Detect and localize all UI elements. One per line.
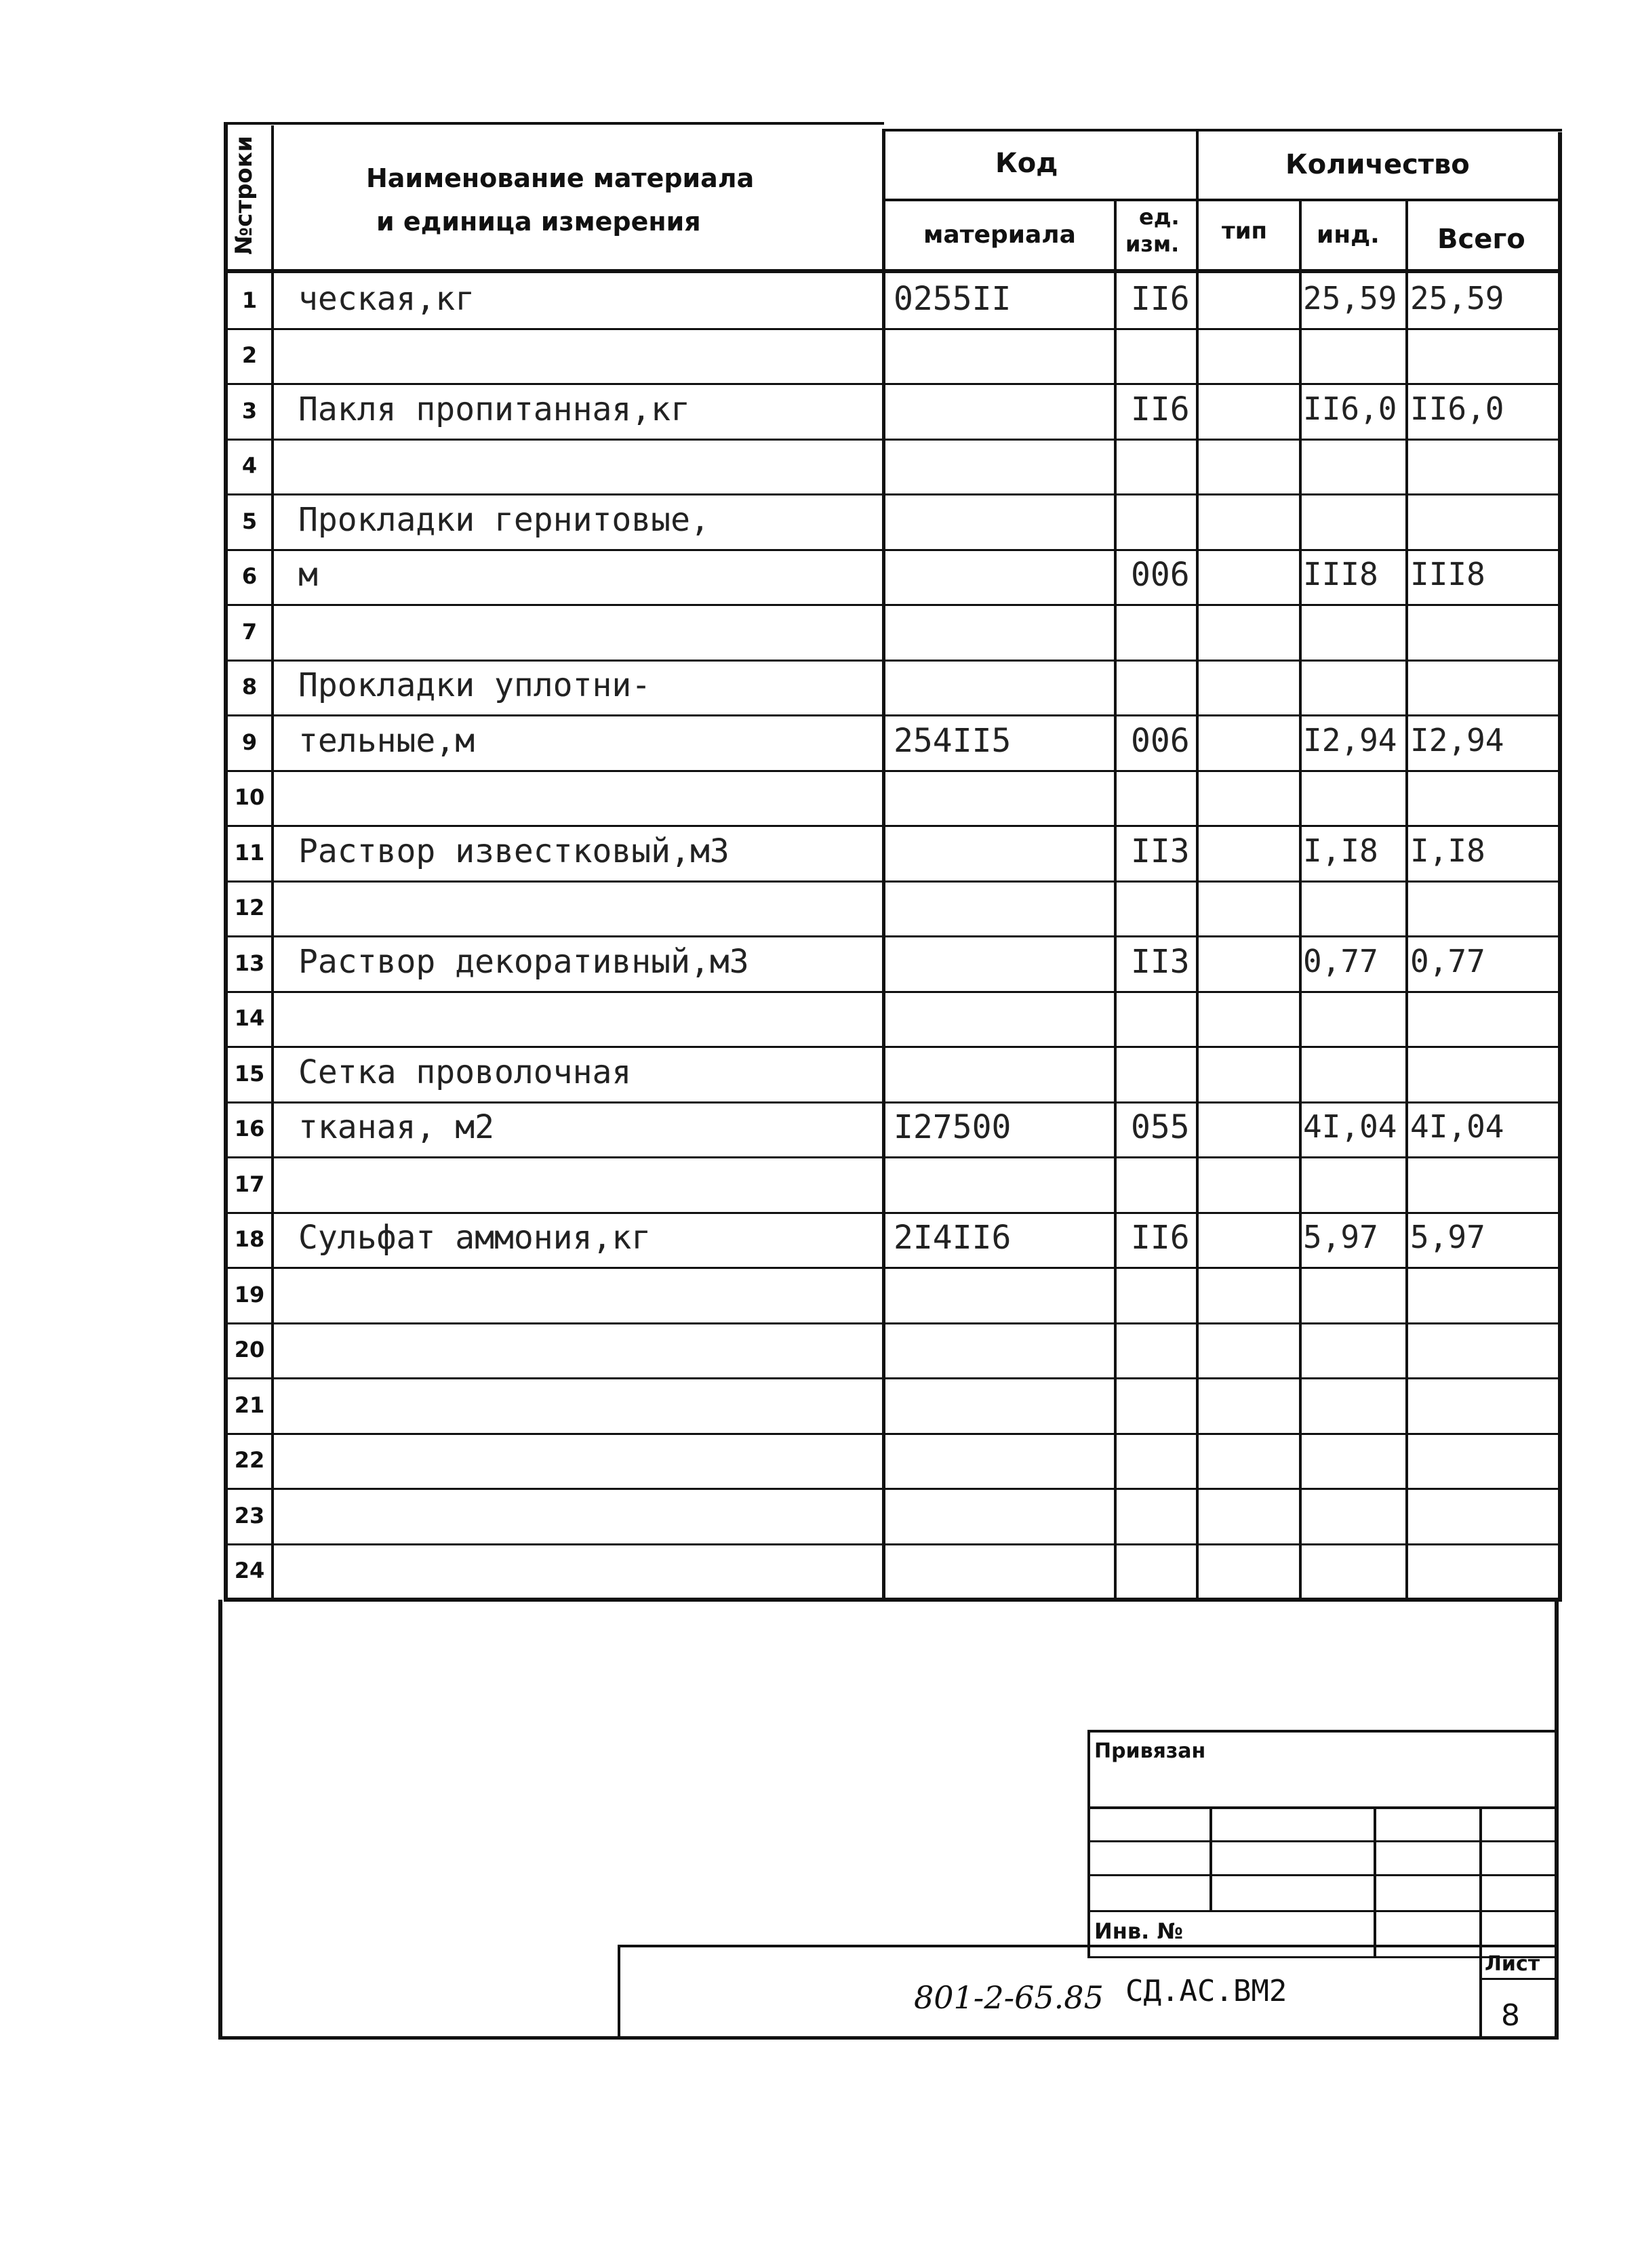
name-cell: Пакля пропитанная,кг: [298, 390, 690, 428]
row-divider: [224, 1101, 1562, 1103]
ind-header: инд.: [1317, 221, 1380, 249]
ind-qty-cell: 4I,04: [1303, 1108, 1397, 1145]
row-divider: [224, 1543, 1562, 1545]
name-cell: м: [298, 556, 318, 594]
total-qty-cell: 0,77: [1410, 943, 1485, 979]
row-number: 13: [234, 950, 265, 976]
total-qty-cell: II6,0: [1410, 390, 1504, 427]
row-number: 17: [234, 1171, 265, 1197]
row-divider: [224, 991, 1562, 993]
material-code-cell: 254II5: [894, 722, 1012, 760]
row-divider: [224, 604, 1562, 606]
name-cell: ческая,кг: [298, 280, 475, 318]
total-header: Всего: [1437, 224, 1525, 255]
sheet-number: 8: [1501, 1998, 1520, 2033]
row-number: 22: [234, 1447, 265, 1473]
document-code: 801-2-65.85: [914, 1979, 1104, 2016]
row-number: 3: [241, 398, 258, 424]
row-number: 15: [234, 1061, 265, 1087]
ind-qty-cell: I,I8: [1303, 832, 1378, 869]
name-cell: Прокладки уплотни-: [298, 666, 652, 704]
unit-code-cell: II6: [1131, 1219, 1190, 1257]
row-number: 4: [241, 453, 258, 479]
row-divider: [224, 493, 1562, 495]
row-number: 8: [241, 674, 258, 700]
row-divider: [224, 1212, 1562, 1214]
total-qty-cell: III8: [1410, 556, 1485, 592]
row-number: 24: [234, 1558, 265, 1583]
row-number: 18: [234, 1226, 265, 1252]
name-cell: тельные,м: [298, 722, 475, 760]
quantity-header: Количество: [1285, 149, 1470, 180]
row-number: 16: [234, 1116, 265, 1141]
row-number: 2: [241, 342, 258, 368]
row-divider: [224, 1377, 1562, 1379]
ind-qty-cell: III8: [1303, 556, 1378, 592]
row-number: 20: [234, 1337, 265, 1362]
row-divider: [224, 660, 1562, 662]
name-cell: Сетка проволочная: [298, 1053, 632, 1091]
name-cell: Сульфат аммония,кг: [298, 1219, 652, 1257]
unit-code-cell: II6: [1131, 390, 1190, 428]
name-header-line2: и единица измерения: [376, 207, 701, 237]
total-qty-cell: 25,59: [1410, 280, 1504, 317]
row-divider: [224, 549, 1562, 551]
row-number: 11: [234, 840, 265, 866]
row-number: 21: [234, 1392, 265, 1418]
row-number: 23: [234, 1503, 265, 1528]
document-mark: СД.АС.ВМ2: [1125, 1974, 1287, 2008]
name-cell: Раствор известковый,м3: [298, 832, 729, 870]
row-divider: [224, 770, 1562, 772]
row-number: 12: [234, 895, 265, 920]
row-divider: [224, 383, 1562, 385]
row-divider: [224, 935, 1562, 937]
row-divider: [224, 1156, 1562, 1158]
total-qty-cell: I,I8: [1410, 832, 1485, 869]
material-code-cell: I27500: [894, 1108, 1012, 1146]
name-cell: тканая, м2: [298, 1108, 494, 1146]
name-cell: Раствор декоративный,м3: [298, 943, 749, 981]
row-divider: [224, 1433, 1562, 1435]
row-number: 19: [234, 1282, 265, 1308]
ind-qty-cell: II6,0: [1303, 390, 1397, 427]
name-cell: Прокладки гернитовые,: [298, 501, 710, 539]
material-code-cell: 0255II: [894, 280, 1012, 318]
row-number: 1: [241, 287, 258, 313]
unit-code-cell: 006: [1131, 722, 1190, 760]
unit-header-line1: ед.: [1139, 204, 1180, 230]
row-divider: [224, 880, 1562, 883]
inventory-number-label: Инв. №: [1094, 1918, 1183, 1944]
row-divider: [224, 328, 1562, 330]
unit-code-cell: II3: [1131, 832, 1190, 870]
row-number: 7: [241, 619, 258, 645]
row-divider: [224, 1322, 1562, 1324]
row-divider: [224, 1046, 1562, 1048]
type-header: тип: [1222, 218, 1268, 245]
total-qty-cell: I2,94: [1410, 722, 1504, 758]
name-header-line1: Наименование материала: [366, 163, 755, 193]
row-divider: [224, 439, 1562, 441]
material-header: материала: [923, 221, 1076, 249]
unit-code-cell: 006: [1131, 556, 1190, 594]
attached-label: Привязан: [1094, 1739, 1206, 1763]
ind-qty-cell: I2,94: [1303, 722, 1397, 758]
unit-code-cell: II6: [1131, 280, 1190, 318]
row-number: 10: [234, 784, 265, 810]
unit-code-cell: 055: [1131, 1108, 1190, 1146]
total-qty-cell: 4I,04: [1410, 1108, 1504, 1145]
row-number-header: №строки: [231, 136, 258, 255]
ind-qty-cell: 25,59: [1303, 280, 1397, 317]
unit-header-line2: изм.: [1125, 231, 1180, 257]
code-header: Код: [995, 148, 1058, 179]
ind-qty-cell: 0,77: [1303, 943, 1378, 979]
row-number: 14: [234, 1005, 265, 1031]
row-divider: [224, 825, 1562, 827]
sheet-label: Лист: [1485, 1952, 1540, 1976]
row-divider: [224, 1488, 1562, 1490]
ind-qty-cell: 5,97: [1303, 1219, 1378, 1255]
row-number: 6: [241, 563, 258, 589]
row-number: 5: [241, 508, 258, 534]
material-code-cell: 2I4II6: [894, 1219, 1012, 1257]
row-number: 9: [241, 729, 258, 755]
row-divider: [224, 714, 1562, 716]
unit-code-cell: II3: [1131, 943, 1190, 981]
row-divider: [224, 1267, 1562, 1269]
total-qty-cell: 5,97: [1410, 1219, 1485, 1255]
